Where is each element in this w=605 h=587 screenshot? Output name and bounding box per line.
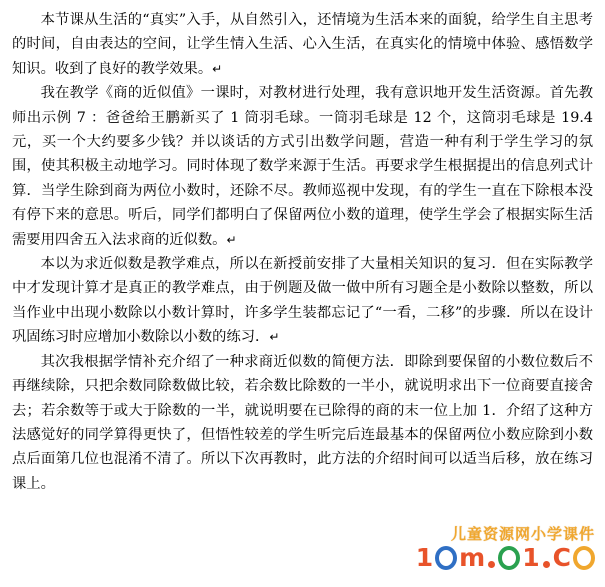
paragraph-2-text: 我在教学《商的近似值》一课时，对教材进行处理，我有意识地开发生活资源。首先教师出示例 7 ：爸爸给王鹏新买了 1 筒羽毛球。一筒羽毛球是 12 个，这筒羽毛球是 19.4 元，买一个大约要多少钱？并以谈话的方式引出数学问题，营造一种有利于学生学习的氛围，使其积极主动地学习。同时体现了数学来源于生活。再要求学生根据提出的信息列式计算．当学生除到商为两位小数时，还除不尽。教师巡视中发现，有的学生一直在下除根本没有停下来的意思。听后，同学们都明白了保留两位小数的道理，使学生学会了根据实际生活需要用四舍五入法求商的近似数。 bbox=[12, 85, 593, 248]
watermark bbox=[409, 521, 597, 583]
paragraph-4-text: 其次我根据学情补充介绍了一种求商近似数的简便方法．即除到要保留的小数位数后不再继续除，只把余数同除数做比较，若余数比除数的一半小，就说明求出下一位商要直接舍去；若余数等于或大于除数的一半，就说明要在已除得的商的末一位上加 1．介绍了这种方法感觉好的同学算得更快了，但悟性较差的学生听完后连最基本的保留两位小数应除到小数点后面第几位也混淆不清了。所以下次再教时，此方法的介绍时间可以适当后移，放在练习课上。 bbox=[12, 353, 593, 492]
watermark-logo-oval-green bbox=[498, 546, 520, 570]
watermark-title: 儿童资源网小学课件 bbox=[450, 525, 595, 543]
watermark-logo bbox=[416, 545, 595, 570]
watermark-logo-char-1: 1 bbox=[415, 543, 434, 572]
watermark-logo-char-5: 1 bbox=[522, 543, 540, 572]
paragraph-4 bbox=[12, 350, 593, 496]
watermark-logo-oval-orange bbox=[573, 546, 595, 570]
watermark-logo-dot bbox=[488, 561, 495, 568]
watermark-logo-char-3: m bbox=[459, 543, 486, 572]
paragraph-3-text: 本以为求近似数是教学难点，所以在新授前安排了大量相关知识的复习．但在实际教学中才发现计算才是真正的教学难点，由于例题及做一做中所有习题全是小数除以整数，所以当作业中出现小数除以小数计算时，许多学生装都忘记了“一看，二移”的步骤．所以在设计巩固练习时应增加小数除以小数的练习． bbox=[12, 256, 593, 346]
watermark-logo-dot-2 bbox=[543, 561, 550, 568]
paragraph-1-mark: ↵ bbox=[212, 61, 223, 76]
paragraph-3 bbox=[12, 252, 593, 350]
watermark-logo-oval-blue bbox=[435, 546, 457, 570]
paragraph-2 bbox=[12, 81, 593, 252]
watermark-logo-suffix: C bbox=[552, 543, 571, 572]
paragraph-1 bbox=[12, 8, 593, 81]
paragraph-3-mark: ↵ bbox=[269, 330, 280, 345]
paragraph-1-text: 本节课从生活的“真实”入手，从自然引入，还情境为生活本来的面貌，给学生自主思考的时间，自由表达的空间，让学生情入生活、心入生活，在真实化的情境中体验、感悟数学知识。收到了良好的教学效果。 bbox=[12, 12, 593, 77]
paragraph-2-mark: ↵ bbox=[226, 232, 237, 247]
